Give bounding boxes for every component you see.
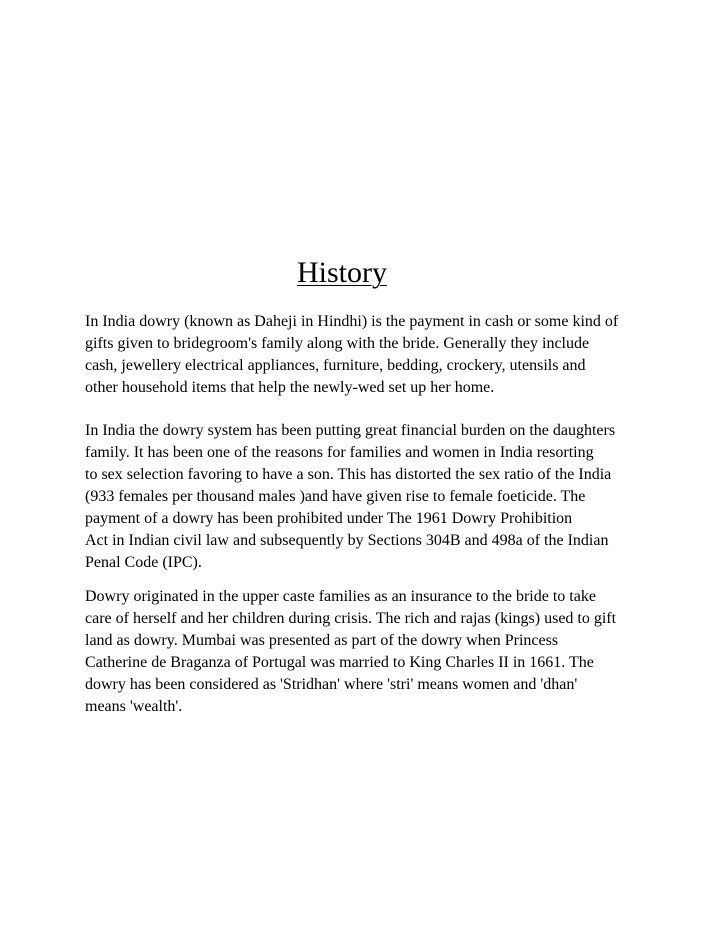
paragraph-line: Catherine de Braganza of Portugal was married to King Charles II in 1661. The bbox=[85, 654, 594, 671]
paragraph-line: (933 females per thousand males )and have given rise to female foeticide. The bbox=[85, 488, 586, 505]
paragraph-line: Act in Indian civil law and subsequently by Sections 304B and 498a of the Indian bbox=[85, 532, 609, 549]
paragraph-line: Penal Code (IPC). bbox=[85, 554, 202, 571]
paragraph-line: gifts given to bridegroom's family along with the bride. Generally they include bbox=[85, 335, 590, 352]
paragraph-line: Dowry originated in the upper caste families as an insurance to the bride to take bbox=[85, 588, 596, 605]
paragraph-line: family. It has been one of the reasons for families and women in India resorting bbox=[85, 444, 594, 461]
paragraph-line: other household items that help the newly-wed set up her home. bbox=[85, 379, 495, 396]
paragraph-line: In India the dowry system has been putting great financial burden on the daughters bbox=[85, 422, 616, 439]
paragraph-dowry-definition bbox=[85, 311, 655, 399]
paragraph-line: to sex selection favoring to have a son. This has distorted the sex ratio of the India bbox=[85, 466, 612, 483]
paragraph-line: payment of a dowry has been prohibited under The 1961 Dowry Prohibition bbox=[85, 510, 573, 527]
paragraph-line: care of herself and her children during crisis. The rich and rajas (kings) used to gift bbox=[85, 610, 617, 627]
paragraph-line: cash, jewellery electrical appliances, furniture, bedding, crockery, utensils and bbox=[85, 357, 586, 374]
paragraph-line: In India dowry (known as Daheji in Hindhi) is the payment in cash or some kind of bbox=[85, 313, 619, 330]
paragraph-line: land as dowry. Mumbai was presented as part of the dowry when Princess bbox=[85, 632, 559, 649]
paragraph-line: means 'wealth'. bbox=[85, 698, 183, 715]
paragraph-line: dowry has been considered as 'Stridhan' where 'stri' means women and 'dhan' bbox=[85, 676, 578, 693]
paragraph-dowry-burden bbox=[85, 420, 655, 574]
page-title: History bbox=[297, 256, 387, 289]
paragraph-dowry-origin bbox=[85, 586, 655, 718]
